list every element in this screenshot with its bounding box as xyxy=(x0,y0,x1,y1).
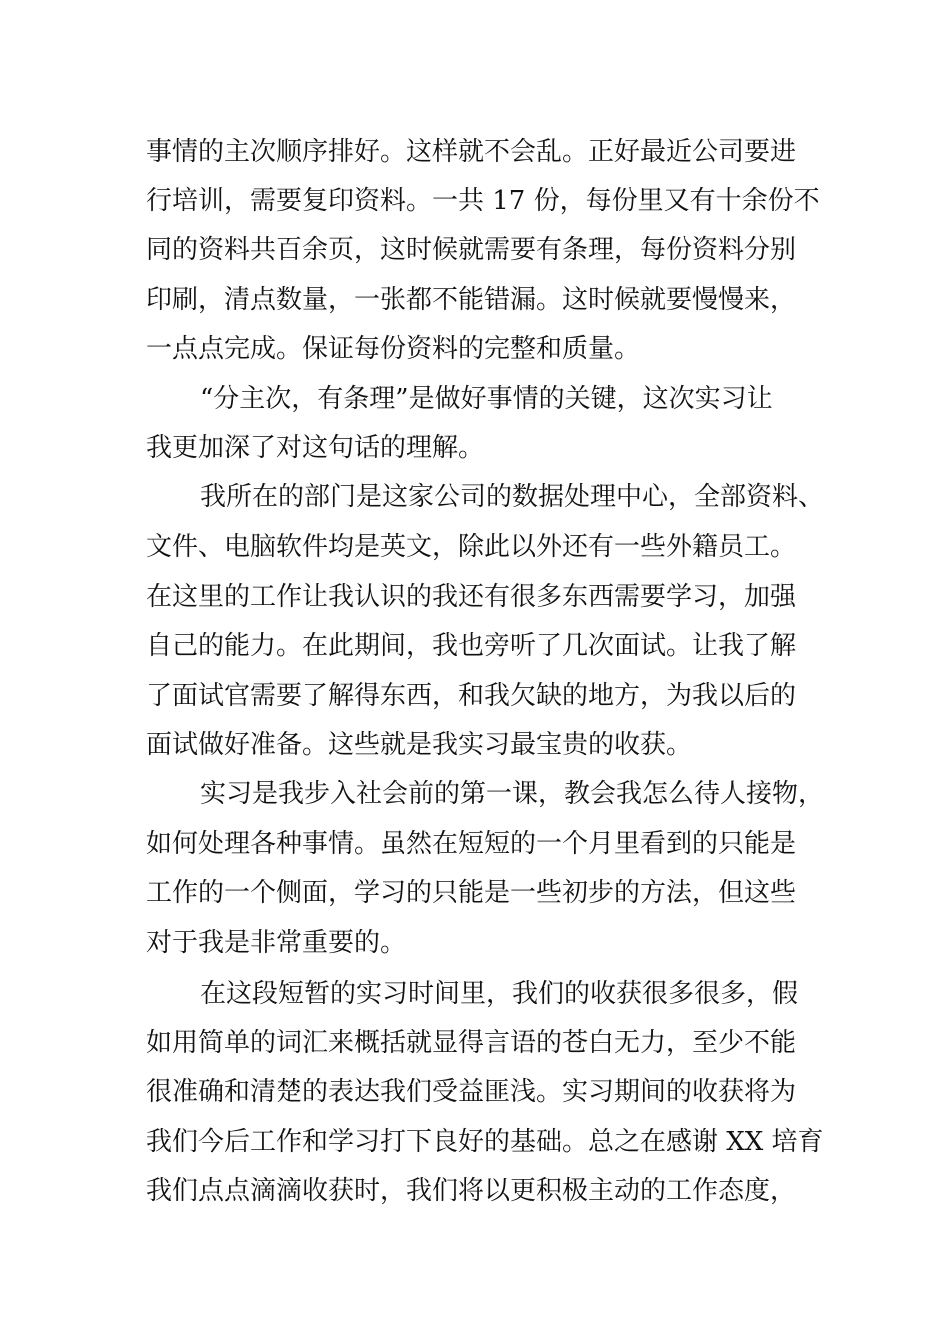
text-line-13: 面试做好准备。这些就是我实习最宝贵的收获。 xyxy=(146,730,693,760)
text-line-19: 如用简单的词汇来概括就显得言语的苍白无力，至少不能 xyxy=(146,1028,797,1058)
text-line-7: 我更加深了对这句话的理解。 xyxy=(146,433,485,463)
text-line-8: 我所在的部门是这家公司的数据处理中心，全部资料、 xyxy=(200,482,825,512)
text-line-14: 实习是我步入社会前的第一课，教会我怎么待人接物， xyxy=(200,779,825,809)
text-line-3: 同的资料共百余页，这时候就需要有条理，每份资料分别 xyxy=(146,235,797,265)
text-line-20: 很准确和清楚的表达我们受益匪浅。实习期间的收获将为 xyxy=(146,1077,797,1107)
text-line-4: 印刷，清点数量，一张都不能错漏。这时候就要慢慢来， xyxy=(146,285,797,315)
text-line-15: 如何处理各种事情。虽然在短短的一个月里看到的只能是 xyxy=(146,829,797,859)
text-line-16: 工作的一个侧面，学习的只能是一些初步的方法，但这些 xyxy=(146,878,797,908)
text-line-5: 一点点完成。保证每份资料的完整和质量。 xyxy=(146,334,641,364)
text-line-10: 在这里的工作让我认识的我还有很多东西需要学习，加强 xyxy=(146,582,797,612)
text-line-2: 行培训，需要复印资料。一共 17 份，每份里又有十余份不 xyxy=(146,186,820,216)
text-line-1: 事情的主次顺序排好。这样就不会乱。正好最近公司要进 xyxy=(146,137,797,167)
text-line-22: 我们点点滴滴收获时，我们将以更积极主动的工作态度， xyxy=(146,1176,797,1206)
text-line-11: 自己的能力。在此期间，我也旁听了几次面试。让我了解 xyxy=(146,631,797,661)
text-line-17: 对于我是非常重要的。 xyxy=(146,928,407,958)
text-line-6: “分主次，有条理”是做好事情的关键，这次实习让 xyxy=(200,384,773,414)
text-line-12: 了面试官需要了解得东西，和我欠缺的地方，为我以后的 xyxy=(146,681,797,711)
text-line-9: 文件、电脑软件均是英文，除此以外还有一些外籍员工。 xyxy=(146,532,797,562)
text-line-21: 我们今后工作和学习打下良好的基础。总之在感谢 XX 培育 xyxy=(146,1127,824,1157)
text-line-18: 在这段短暂的实习时间里，我们的收获很多很多，假 xyxy=(200,979,799,1009)
